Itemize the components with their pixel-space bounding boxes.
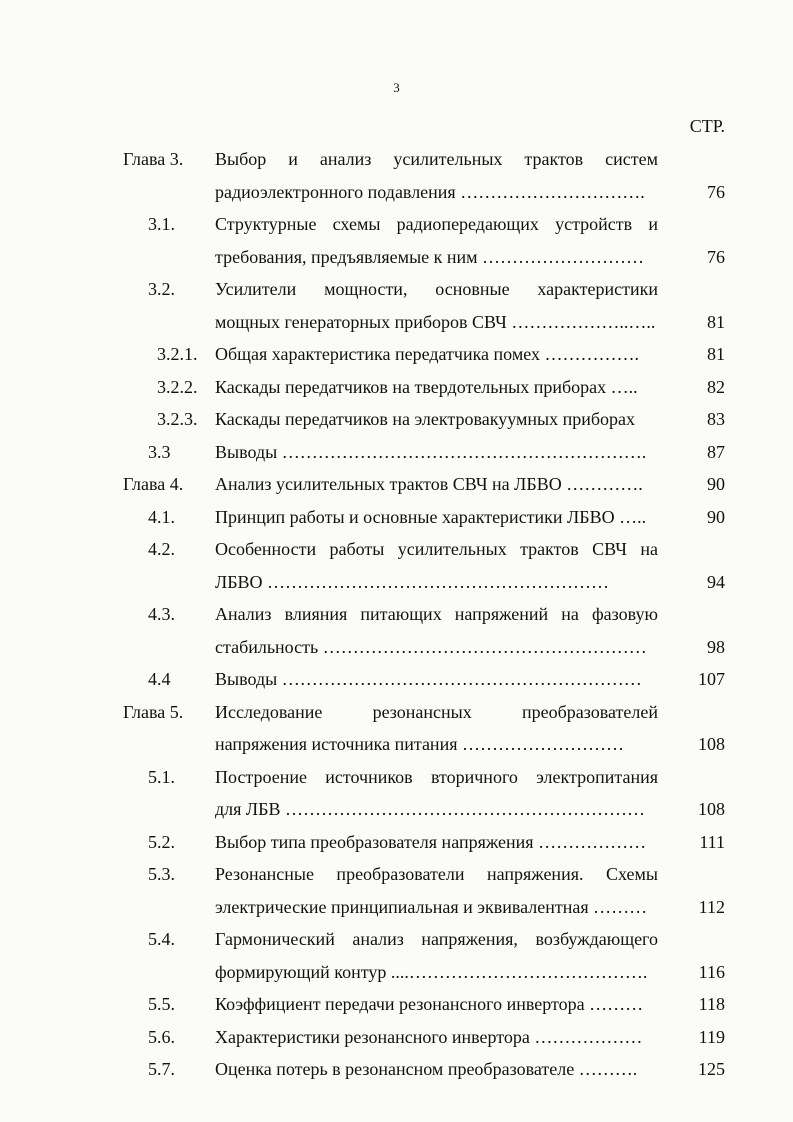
- toc-entry-number: 5.2.: [148, 831, 175, 852]
- toc-entry-title: Выводы …………………………………………………….: [215, 441, 647, 462]
- table-of-contents: [0, 147, 793, 1090]
- toc-entry[interactable]: [0, 212, 793, 277]
- toc-entry-number: 3.1.: [148, 214, 175, 234]
- toc-entry-title: Оценка потерь в резонансном преобразователе ……….: [215, 1059, 638, 1079]
- toc-entry-title: Усилители мощности, основные характеристики: [215, 279, 658, 299]
- toc-entry-title: для ЛБВ ……………………………………………………: [215, 799, 645, 819]
- toc-entry-page: 107: [698, 669, 725, 689]
- toc-entry-page: 90: [707, 506, 725, 527]
- toc-entry[interactable]: [0, 765, 793, 830]
- toc-entry-title: требования, предъявляемые к ним ………………………: [215, 246, 645, 267]
- toc-entry[interactable]: [0, 1057, 793, 1090]
- toc-entry-number: 4.1.: [148, 506, 175, 527]
- toc-entry-number: Глава 3.: [123, 149, 184, 169]
- toc-entry-page: 81: [707, 311, 725, 332]
- toc-entry-title: напряжения источника питания ………………………: [215, 734, 624, 754]
- toc-entry-page: 94: [707, 571, 725, 592]
- toc-entry[interactable]: [0, 667, 793, 700]
- toc-entry-number: 5.4.: [148, 929, 175, 949]
- toc-entry-page: 76: [707, 246, 725, 267]
- toc-entry-page: 98: [707, 636, 725, 657]
- toc-entry-title: Каскады передатчиков на электровакуумных приборах: [215, 409, 636, 429]
- toc-entry-number: 5.3.: [148, 864, 175, 884]
- toc-entry-title: Выводы ……………………………………………………: [215, 669, 642, 689]
- toc-entry-title: Построение источников вторичного электропитания: [215, 766, 658, 787]
- toc-entry[interactable]: [0, 505, 793, 538]
- toc-entry-page: 82: [707, 376, 725, 397]
- toc-entry-page: 90: [707, 474, 725, 494]
- toc-entry-page: 116: [698, 961, 725, 982]
- toc-entry-title: Исследование резонансных преобразователей: [215, 701, 658, 722]
- toc-entry[interactable]: [0, 375, 793, 408]
- toc-entry-number: Глава 4.: [123, 474, 184, 494]
- toc-entry-page: 76: [707, 181, 725, 202]
- toc-entry-page: 108: [698, 734, 725, 754]
- toc-entry[interactable]: [0, 440, 793, 473]
- toc-entry[interactable]: [0, 602, 793, 667]
- toc-entry-number: 5.5.: [148, 994, 175, 1014]
- toc-entry-number: 3.2.: [148, 279, 175, 299]
- toc-entry[interactable]: [0, 927, 793, 992]
- toc-entry-title: Анализ влияния питающих напряжений на фазовую: [215, 604, 658, 624]
- toc-entry-page: 83: [707, 409, 725, 429]
- toc-entry-number: 3.2.3.: [157, 409, 198, 429]
- toc-entry[interactable]: [0, 992, 793, 1025]
- toc-entry-title: Гармонический анализ напряжения, возбуждающего: [215, 929, 658, 949]
- toc-entry-title: Общая характеристика передатчика помех …………….: [215, 344, 639, 364]
- toc-entry[interactable]: [0, 700, 793, 765]
- toc-entry[interactable]: [0, 147, 793, 212]
- toc-entry[interactable]: [0, 862, 793, 927]
- toc-entry-page: 112: [698, 896, 725, 917]
- page-number: 3: [393, 80, 400, 95]
- toc-entry-title: Принцип работы и основные характеристики ЛБВО …..: [215, 506, 647, 527]
- toc-entry[interactable]: [0, 472, 793, 505]
- toc-entry-title: Анализ усилительных трактов СВЧ на ЛБВО ………….: [215, 474, 643, 494]
- toc-entry-title: Коэффициент передачи резонансного инвертора ………: [215, 994, 644, 1014]
- toc-entry-title: Выбор и анализ усилительных трактов систем: [215, 149, 658, 169]
- toc-entry-number: 4.3.: [148, 604, 175, 624]
- toc-entry-page: 125: [698, 1059, 725, 1079]
- toc-entry-title: формирующий контур ....………………………………….: [215, 961, 648, 982]
- toc-entry-page: 119: [698, 1026, 725, 1047]
- toc-entry-title: Выбор типа преобразователя напряжения ………………: [215, 831, 647, 852]
- page-column-header: СТР.: [689, 116, 725, 136]
- toc-entry-title: Особенности работы усилительных трактов СВЧ на: [215, 539, 658, 559]
- toc-entry-number: 5.6.: [148, 1026, 175, 1047]
- toc-entry-page: 108: [698, 799, 725, 819]
- toc-entry[interactable]: [0, 407, 793, 440]
- toc-entry-number: 3.3: [148, 441, 171, 462]
- toc-entry-number: 4.4: [148, 669, 171, 689]
- toc-entry-number: 3.2.2.: [157, 376, 198, 397]
- toc-entry-title: электрические принципиальная и эквивалентная ………: [215, 896, 648, 917]
- toc-entry[interactable]: [0, 1025, 793, 1058]
- toc-entry-title: стабильность ………………………………………………: [215, 636, 647, 657]
- toc-entry-title: Структурные схемы радиопередающих устройств и: [215, 214, 658, 234]
- toc-entry-number: 4.2.: [148, 539, 175, 559]
- toc-entry-number: Глава 5.: [123, 701, 184, 722]
- toc-entry-title: радиоэлектронного подавления ………………………….: [215, 181, 645, 202]
- toc-entry-number: 5.1.: [148, 766, 175, 787]
- toc-entry-title: Каскады передатчиков на твердотельных приборах …..: [215, 376, 638, 397]
- toc-entry-title: Характеристики резонансного инвертора ………………: [215, 1026, 643, 1047]
- toc-entry-page: 81: [707, 344, 725, 364]
- toc-entry-page: 87: [707, 441, 725, 462]
- toc-entry-title: ЛБВО …………………………………………………: [215, 571, 610, 592]
- toc-entry-page: 118: [698, 994, 725, 1014]
- toc-entry[interactable]: [0, 830, 793, 863]
- toc-entry-number: 3.2.1.: [157, 344, 198, 364]
- toc-entry[interactable]: [0, 537, 793, 602]
- toc-entry[interactable]: [0, 342, 793, 375]
- toc-entry-number: 5.7.: [148, 1059, 175, 1079]
- toc-entry-title: мощных генераторных приборов СВЧ ………………..…..: [215, 311, 656, 332]
- toc-entry-title: Резонансные преобразователи напряжения. Схемы: [215, 864, 658, 884]
- toc-entry-page: 111: [699, 831, 725, 852]
- toc-entry[interactable]: [0, 277, 793, 342]
